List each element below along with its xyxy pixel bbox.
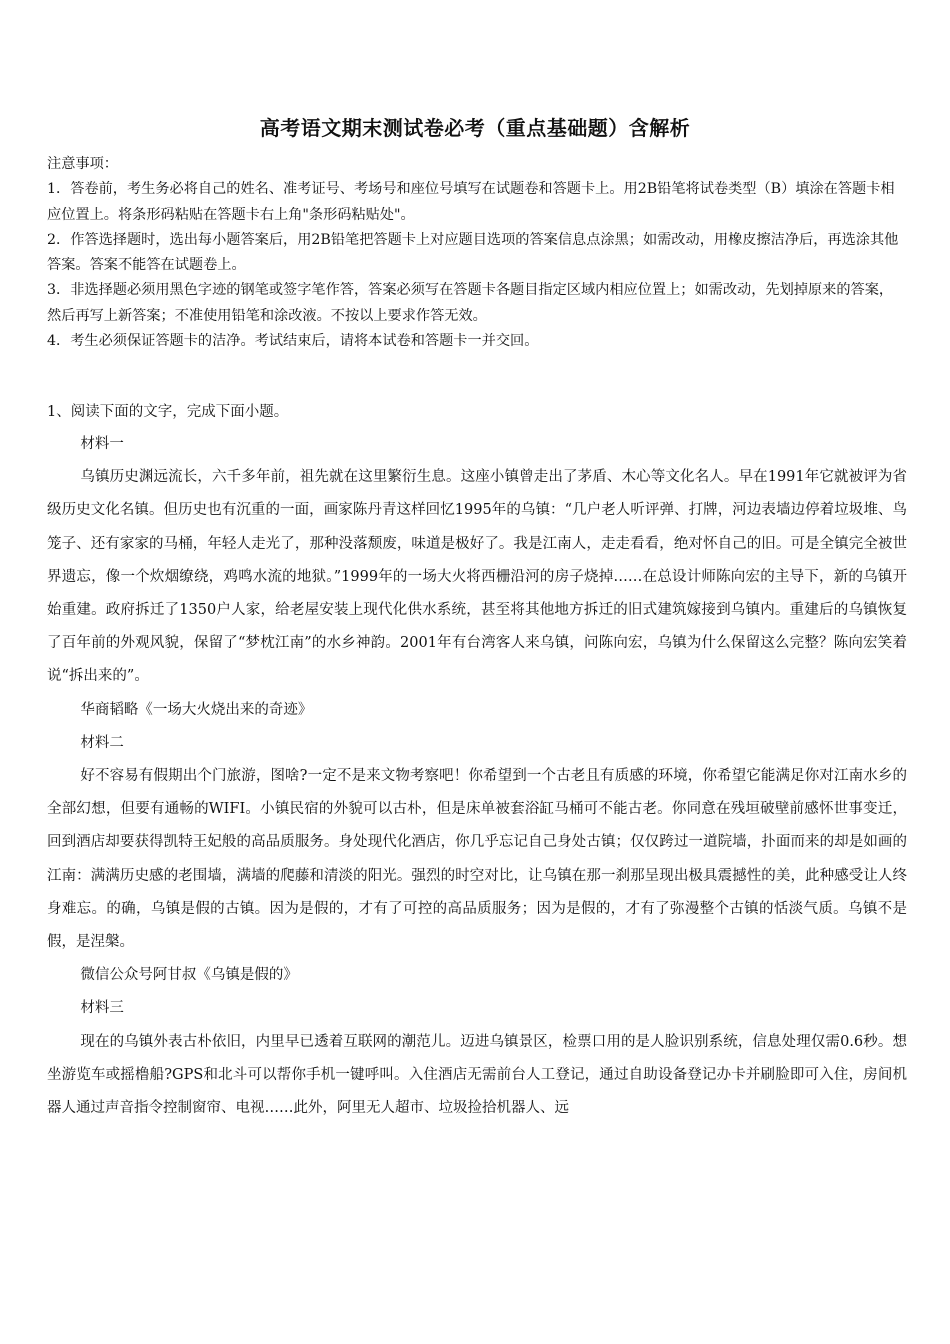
notice-item: 1．答卷前，考生务必将自己的姓名、准考证号、考场号和座位号填写在试题卷和答题卡上。用2B铅笔将试卷类型（B）填涂在答题卡相应位置上。将条形码粘贴在答题卡右上角"条形码粘贴处"。 (47, 181, 895, 223)
notice-section (47, 152, 907, 354)
material-text: 乌镇历史渊远流长，六千多年前，祖先就在这里繁衍生息。这座小镇曾走出了茅盾、木心等文化名人。早在1991年它就被评为省级历史文化名镇。但历史也有沉重的一面，画家陈丹青这样回忆1995年的乌镇：“几户老人听评弹、打牌，河边表墙边停着垃圾堆、鸟笼子、还有家家的马桶，年轻人走光了，那种没落颓废，味道是极好了。我是江南人，走走看看，绝对怀自己的旧。可是全镇完全被世界遗忘，像一个炊烟缭绕，鸡鸣水流的地狱。”1999年的一场大火将西栅沿河的房子烧掉……在总设计师陈向宏的主导下，新的乌镇开始重建。政府拆迁了1350户人家，给老屋安装上现代化供水系统，甚至将其他地方拆迁的旧式建筑嫁接到乌镇内。重建后的乌镇恢复了百年前的外观风貌，保留了“梦枕江南”的水乡神韵。2001年有台湾客人来乌镇，问陈向宏，乌镇为什么保留这么完整？陈向宏笑着说“拆出来的”。 (47, 469, 907, 685)
notice-item: 3．非选择题必须用黑色字迹的钢笔或签字笔作答，答案必须写在答题卡各题目指定区域内相应位置上；如需改动，先划掉原来的答案，然后再写上新答案；不准使用铅笔和涂改液。不按以上要求作答无效。 (47, 282, 894, 324)
question-prompt: 1、阅读下面的文字，完成下面小题。 (47, 404, 289, 420)
material-label: 材料三 (80, 1000, 124, 1017)
material-source: 华商韬略《一场大火烧出来的奇迹》 (80, 701, 313, 718)
material-label: 材料二 (80, 734, 124, 751)
material-text: 好不容易有假期出个门旅游，图啥?一定不是来文物考察吧！你希望到一个古老且有质感的环境，你希望它能满足你对江南水乡的全部幻想，但要有通畅的WIFI。小镇民宿的外貌可以古朴，但是床单被套浴缸马桶可不能古老。你同意在残垣破壁前感怀世事变迁，回到酒店却要获得凯特王妃般的高品质服务。身处现代化酒店，你几乎忘记自己身处古镇；仅仅跨过一道院墙，扑面而来的却是如画的江南：满满历史感的老围墙，满墙的爬藤和清淡的阳光。强烈的时空对比，让乌镇在那一刹那呈现出极具震撼性的美，此种感受让人终身难忘。的确，乌镇是假的古镇。因为是假的，才有了可控的高品质服务；因为是假的，才有了弥漫整个古镇的恬淡气质。乌镇不是假，是涅槃。 (47, 768, 907, 951)
material-text: 现在的乌镇外表古朴依旧，内里早已透着互联网的潮范儿。迈进乌镇景区，检票口用的是人脸识别系统，信息处理仅需0.6秒。想坐游览车或摇橹船?GPS和北斗可以帮你手机一键呼叫。入住酒店无需前台人工登记，通过自助设备登记办卡并刷脸即可入住，房间机器人通过声音指令控制窗帘、电视……此外，阿里无人超市、垃圾捡拾机器人、远 (47, 1033, 907, 1117)
material-label: 材料一 (80, 436, 124, 452)
page-title: 高考语文期末测试卷必考（重点基础题）含解析 (259, 116, 691, 140)
notice-item: 2．作答选择题时，选出每小题答案后，用2B铅笔把答题卡上对应题目选项的答案信息点涂黑；如需改动，用橡皮擦洁净后，再选涂其他答案。答案不能答在试题卷上。 (47, 231, 899, 274)
notice-heading: 注意事项： (47, 156, 118, 172)
reading-materials (47, 428, 907, 1125)
notice-item: 4．考生必须保证答题卡的洁净。考试结束后，请将本试卷和答题卡一并交回。 (47, 333, 539, 350)
material-source: 微信公众号阿甘叔《乌镇是假的》 (80, 967, 298, 984)
